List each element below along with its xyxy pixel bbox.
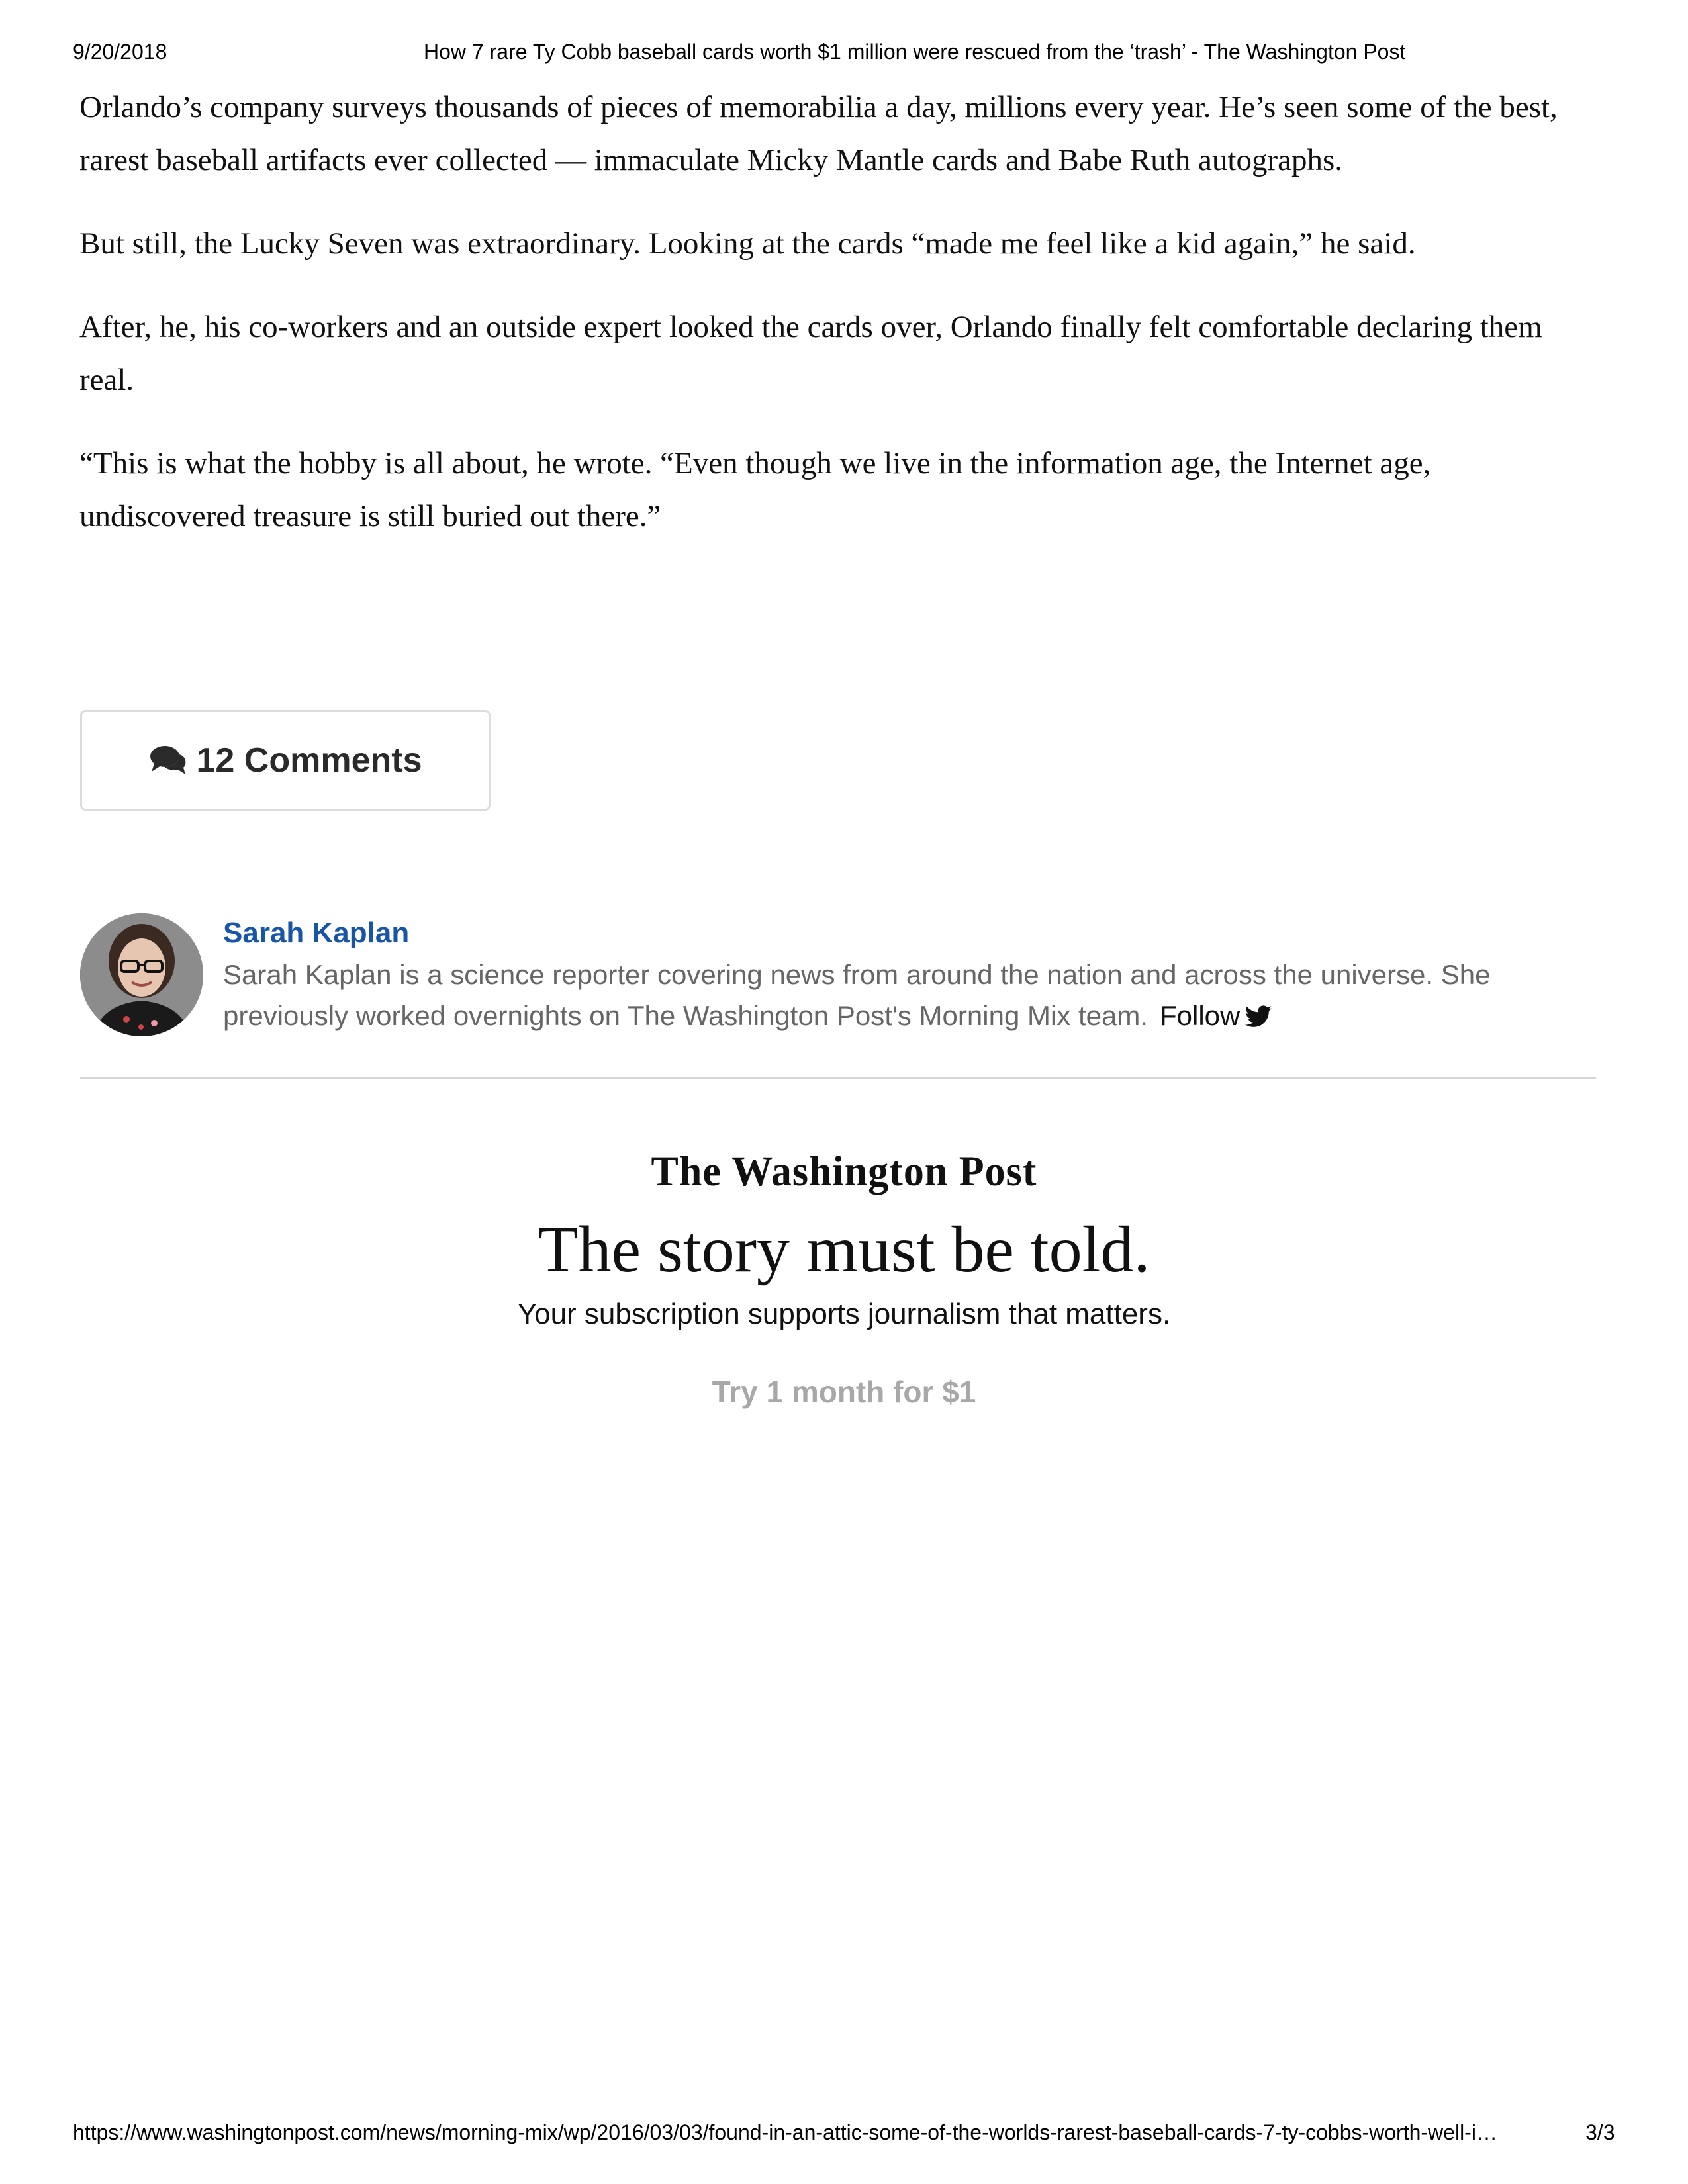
comments-label: 12 Comments <box>196 741 422 780</box>
twitter-icon <box>1245 1005 1272 1028</box>
print-footer <box>0 2120 1688 2150</box>
print-page-number: 3/3 <box>1585 2120 1615 2144</box>
washington-post-logo[interactable]: The Washington Post <box>651 1148 1037 1195</box>
subscribe-cta-link[interactable]: Try 1 month for $1 <box>712 1375 976 1409</box>
article-paragraph: “This is what the hobby is all about, he wrote. “Even though we live in the information age, the Internet age, undiscovered treasure is still buried out there.” <box>79 446 1431 533</box>
comments-icon <box>149 744 187 777</box>
author-bio <box>223 954 1620 1036</box>
article-body <box>79 81 1602 573</box>
promo-subline: Your subscription supports journalism that matters. <box>517 1298 1171 1330</box>
follow-label: Follow <box>1160 1000 1241 1031</box>
subscription-promo <box>0 1145 1688 1410</box>
author-card <box>80 913 1603 1039</box>
section-divider <box>80 1077 1596 1079</box>
article-paragraph: But still, the Lucky Seven was extraordinary. Looking at the cards “made me feel like a kid again,” he said. <box>79 226 1416 261</box>
print-page-title: How 7 rare Ty Cobb baseball cards worth $1 million were rescued from the ‘trash’ - The Washington Post <box>424 40 1406 64</box>
author-name-link[interactable]: Sarah Kaplan <box>223 917 410 949</box>
comments-button[interactable] <box>80 710 491 811</box>
print-url: https://www.washingtonpost.com/news/morning-mix/wp/2016/03/03/found-in-an-attic-some-of-the-worlds-rarest-baseball-cards-7-ty-cobbs-worth-well-i… <box>73 2120 1497 2144</box>
article-paragraph: After, he, his co-workers and an outside expert looked the cards over, Orlando finally felt comfortable declaring them real. <box>79 310 1542 397</box>
print-header <box>0 40 1688 69</box>
author-bio-text: Sarah Kaplan is a science reporter covering news from around the nation and across the universe. She previously worked overnights on The Washington Post's Morning Mix team. <box>223 959 1491 1031</box>
promo-headline: The story must be told. <box>538 1212 1150 1286</box>
article-paragraph: Orlando’s company surveys thousands of pieces of memorabilia a day, millions every year. He’s seen some of the best, rarest baseball artifacts ever collected — immaculate Micky Mantle cards and Babe Ruth autographs. <box>79 90 1558 177</box>
print-date: 9/20/2018 <box>73 40 167 64</box>
follow-link[interactable] <box>1160 1000 1272 1031</box>
author-avatar[interactable] <box>80 913 203 1036</box>
